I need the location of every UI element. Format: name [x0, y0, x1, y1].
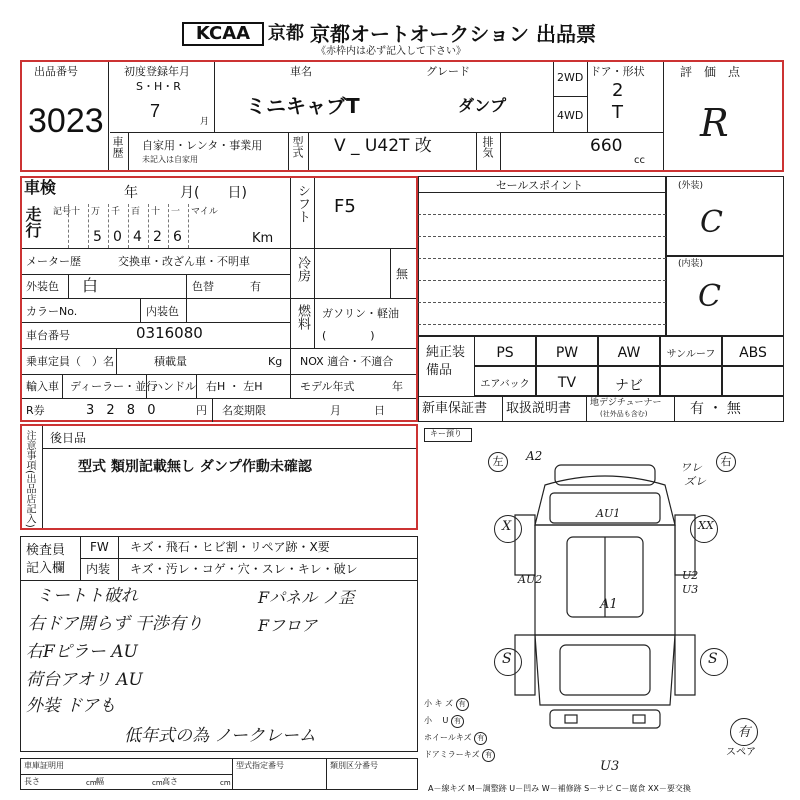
logo-kyoto: 京都	[268, 23, 304, 44]
mileage-digit: 0	[113, 229, 122, 245]
displacement-label: 排気	[481, 136, 494, 158]
first-reg-label: 初度登録年月	[124, 65, 190, 78]
color-change-label: 色替	[192, 280, 214, 293]
load-unit: Kg	[268, 355, 283, 368]
ac-label: 冷房	[295, 256, 310, 282]
ext-color-value: 白	[82, 276, 99, 295]
displacement-unit: cc	[634, 155, 645, 166]
equipment-cell: ABS	[722, 336, 784, 366]
name-label: 車名	[290, 65, 312, 78]
drive-4wd: 4WD	[557, 109, 584, 122]
era-label: S・H・R	[136, 80, 181, 93]
type-label: 型式指定番号	[236, 761, 284, 770]
mileage-unit: 記号	[53, 207, 72, 217]
equipment-cell: サンルーフ	[660, 336, 722, 366]
first-reg-year: 7	[150, 101, 161, 121]
fw-label: FW	[90, 540, 109, 554]
equipment-label: 純正装備品	[426, 345, 466, 378]
legend-item: 小 キ ズ 有	[424, 698, 469, 711]
equipment-cell	[722, 366, 784, 396]
handle-options: 右H ・ 左H	[206, 380, 263, 393]
model-year-label: モデル年式	[300, 380, 355, 393]
model-label: 型式	[291, 136, 304, 158]
month-unit: 月	[200, 117, 210, 127]
length-label: 長さ	[24, 777, 40, 786]
dealer-label: ディーラー・並行	[70, 380, 158, 393]
mileage-digit: 2	[153, 229, 162, 245]
mileage-unit: 百	[131, 207, 141, 217]
width-unit: cm	[152, 779, 163, 787]
legend-bottom: A－線キズ M－調整跡 U－凹み W－補修跡 S－サビ C－腐食 XX－要交換	[428, 784, 691, 793]
shift-value: F5	[334, 196, 356, 217]
mark-x: X	[502, 519, 512, 534]
fuel-paren: ( )	[322, 329, 375, 342]
capacity-label: 乗車定員（ ）名	[26, 355, 114, 368]
sales-label: セールスポイント	[496, 179, 584, 192]
mileage-digit: 6	[173, 229, 182, 245]
tuner-note: (社外品も含む)	[600, 410, 648, 418]
mileage-unit: 一	[171, 207, 181, 217]
import-label: 輸入車	[26, 380, 59, 393]
yes-no: 有 ・ 無	[690, 401, 741, 417]
history-label: 車歴	[111, 136, 124, 158]
recycle-value: 3 2 8 0	[86, 403, 160, 418]
ext-color-label: 外装色	[26, 280, 59, 293]
equipment-grid	[474, 336, 784, 396]
model-year-unit: 年	[392, 380, 403, 393]
mark-s-right: S	[708, 651, 718, 667]
notes-text: 型式 類別記載無し ダンプ作動未確認	[78, 459, 312, 475]
ac-value: 無	[396, 267, 409, 281]
legend	[424, 698, 514, 768]
inspector-line: ミートト破れ	[36, 586, 138, 606]
mileage-unit: 十	[71, 207, 81, 217]
history-note: 未記入は自家用	[142, 155, 198, 164]
color-no-label: カラーNo.	[26, 305, 78, 318]
shaken-date-fields: 年 月( 日)	[124, 185, 247, 201]
legend-item: ホイールキズ 有	[424, 732, 487, 745]
displacement-value: 660	[590, 136, 623, 156]
equipment-cell	[660, 366, 722, 396]
grade-label: グレード	[426, 65, 470, 78]
color-change-value: 有	[250, 280, 261, 293]
mileage-unit: 万	[91, 207, 101, 217]
height-unit: cm	[220, 779, 231, 787]
chassis-label: 車台番号	[26, 329, 70, 342]
mileage-digit: 5	[93, 229, 102, 245]
int-color-label: 内装色	[146, 305, 179, 318]
fw-items: キズ・飛石・ヒビ割・リペア跡・X要	[130, 540, 330, 554]
drive-2wd: 2WD	[557, 71, 584, 84]
right-line-2: Fフロア	[258, 616, 318, 635]
legend-item: 小 U 有	[424, 715, 464, 728]
notes-label: 注意事項(出品店記入)	[24, 430, 35, 528]
chassis-value: 0316080	[136, 324, 203, 342]
legend-item: ドアミラーキズ 有	[424, 749, 495, 762]
nox-label: NOX 適合・不適合	[300, 355, 394, 368]
equipment-cell: ナビ	[598, 366, 660, 396]
grade-value: ダンプ	[458, 96, 507, 115]
sales-lines	[418, 192, 666, 336]
lot-label: 出品番号	[34, 65, 78, 78]
handle-label: ハンドル	[152, 380, 196, 393]
equipment-cell: PS	[474, 336, 536, 366]
mark-shift: ズレ	[684, 475, 706, 488]
mark-a2: A2	[526, 449, 543, 463]
right-circle: 右	[716, 452, 736, 472]
equipment-cell: TV	[536, 366, 598, 396]
mileage-digit: 4	[133, 229, 142, 245]
manual-label: 取扱説明書	[506, 401, 572, 416]
cert-label: 車庫証明用	[24, 761, 64, 770]
equipment-cell: エアバック	[474, 366, 536, 396]
transfer-fields: 月 日	[330, 404, 385, 417]
inspector-lines	[20, 580, 418, 752]
key-label: キー預り	[430, 429, 462, 438]
eval-value: R	[700, 101, 729, 145]
shift-label: シフト	[295, 184, 310, 223]
shape-value: T	[612, 102, 623, 123]
transfer-label: 名変期限	[222, 404, 266, 417]
doors-value: 2	[612, 80, 624, 101]
later-date-label: 後日品	[50, 431, 87, 445]
logo: KCAA	[182, 22, 264, 46]
recycle-label: R券	[26, 404, 45, 417]
equipment-cell: AW	[598, 336, 660, 366]
interior-label: (内装)	[678, 259, 704, 269]
mileage-unit: マイル	[191, 207, 218, 217]
mark-a1-center: A1	[600, 597, 618, 612]
width-label: 幅	[96, 777, 104, 786]
inspector-line: 低年式の為 ノークレーム	[124, 726, 316, 746]
fuel-options: ガソリン・軽油	[322, 307, 399, 320]
km-label: Km	[252, 231, 274, 246]
interior-value: C	[698, 279, 721, 314]
mileage-label: 走行	[23, 206, 42, 238]
inspector-line: 右Fピラー AU	[26, 642, 138, 662]
mark-au2: AU2	[518, 573, 543, 586]
class-label: 類別区分番号	[330, 761, 378, 770]
inspector-line: 外装 ドアも	[26, 696, 116, 716]
equipment-cell: PW	[536, 336, 598, 366]
doors-label: ドア・形状	[590, 65, 645, 78]
right-line-1: Fパネル ノ歪	[258, 588, 355, 607]
car-name: ミニキャブT	[246, 94, 360, 118]
height-label: 高さ	[162, 777, 178, 786]
header-note: 《赤枠内は必ず記入して下さい》	[316, 46, 466, 57]
mark-s-left: S	[502, 651, 512, 667]
inspector-label: 検査員記入欄	[26, 543, 66, 576]
model-value: V _ U42T 改	[334, 136, 432, 156]
shaken-label: 車検	[24, 178, 57, 197]
inspector-line: 右ドア開らず 干渉有り	[28, 614, 203, 634]
mark-au1: AU1	[596, 507, 621, 520]
mark-crack: ワレ	[680, 461, 702, 474]
meter-options: 交換車・改ざん車・不明車	[118, 255, 250, 268]
history-options: 自家用・レンタ・事業用	[142, 139, 263, 152]
load-label: 積載量	[154, 355, 187, 368]
mark-u3-bottom: U3	[600, 759, 620, 774]
int-items: キズ・汚レ・コゲ・穴・スレ・キレ・破レ	[130, 562, 358, 576]
mileage-unit: 千	[111, 207, 121, 217]
eval-label: 評 価 点	[680, 65, 741, 79]
lot-number: 3023	[28, 102, 104, 140]
length-unit: cm	[86, 779, 97, 787]
mileage-unit: 十	[151, 207, 161, 217]
exterior-label: (外装)	[678, 181, 704, 191]
exterior-value: C	[700, 205, 723, 240]
mark-u2: U2	[682, 569, 699, 582]
mark-u3: U3	[682, 583, 699, 596]
recycle-unit: 円	[196, 404, 207, 417]
left-circle: 左	[488, 452, 508, 472]
tuner-label: 地デジチューナー	[590, 398, 662, 408]
spare-circle: 有	[730, 718, 758, 746]
page-title: 京都オートオークション 出品票	[310, 22, 596, 46]
mark-xx: XX	[698, 519, 714, 532]
spare-label: スペア	[726, 747, 756, 758]
int-label: 内装	[86, 562, 111, 576]
warranty-label: 新車保証書	[422, 401, 488, 416]
fuel-label: 燃料	[295, 304, 310, 330]
inspector-line: 荷台アオリ AU	[26, 670, 143, 690]
meter-label: メーター歴	[26, 255, 81, 268]
